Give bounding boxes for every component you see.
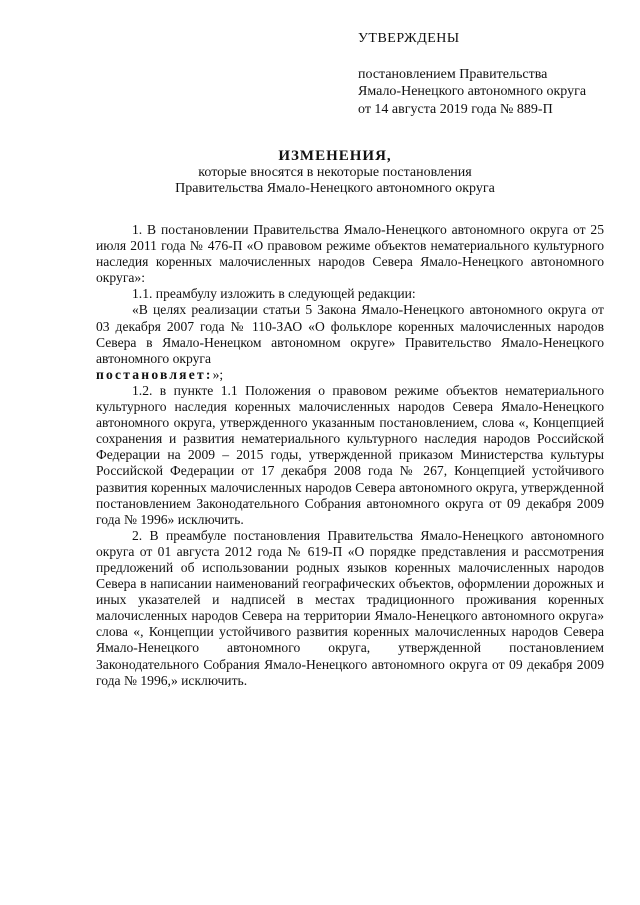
paragraph-2: 2. В преамбуле постановления Правительства Ямало-Ненецкого автономного округа от 01 августа 2012 года № 619-П «О порядке представления и рассмотрения предложений об использовании родных языков коренных малочисленных народов Севера в написании наименований географических объектов, оформлении дорожных и иных указателей и надписей в местах традиционного проживания коренных малочисленных народов Севера на территории Ямало-Ненецкого автономного округа» слова «, Концепции устойчивого развития коренных малочисленных народов Севера Ямало-Ненецкого автономного округа, утвержденной постановлением Законодательного Собрания Ямало-Ненецкого автономного округа от 09 декабря 2009 года № 1996,» исключить. bbox=[96, 527, 604, 688]
document-heading bbox=[90, 148, 580, 197]
decree-line bbox=[96, 367, 604, 383]
paragraph-1-2: 1.2. в пункте 1.1 Положения о правовом режиме объектов нематериального культурного наследия коренных малочисленных народов Севера Ямало-Ненецкого автономного округа, утвержденного указанным постановлением, слова «, Концепцией сохранения и развития нематериального культурного наследия народов Российской Федерации на 2009 – 2015 годы, утвержденной приказом Министерства культуры Российской Федерации от 17 декабря 2008 года № 267, Концепцией устойчивого развития коренных малочисленных народов Севера автономного округа, утвержденной постановлением Законодательного Собрания автономного округа от 09 декабря 2009 года № 1996» исключить. bbox=[96, 382, 604, 527]
approval-line-1: постановлением Правительства bbox=[358, 66, 548, 82]
document-subtitle-1: которые вносятся в некоторые постановления bbox=[198, 165, 472, 180]
document-body bbox=[96, 222, 604, 689]
decree-tail: »; bbox=[212, 366, 224, 382]
decree-word: постановляет: bbox=[96, 366, 213, 382]
approval-line-3: от 14 августа 2019 года № 889-П bbox=[358, 101, 553, 117]
approval-stamp bbox=[358, 30, 608, 118]
paragraph-1: 1. В постановлении Правительства Ямало-Ненецкого автономного округа от 25 июля 2011 года № 476-П «О правовом режиме объектов нематериального культурного наследия коренных малочисленных народов Севера Ямало-Ненецкого автономного округа»: bbox=[96, 222, 604, 286]
document-title: ИЗМЕНЕНИЯ, bbox=[278, 148, 392, 164]
document-subtitle-2: Правительства Ямало-Ненецкого автономного округа bbox=[175, 181, 495, 196]
approved-label: УТВЕРЖДЕНЫ bbox=[358, 31, 460, 46]
paragraph-1-1-quote: «В целях реализации статьи 5 Закона Ямало-Ненецкого автономного округа от 03 декабря 2007 года № 110-ЗАО «О фольклоре коренных малочисленных народов Севера в Ямало-Ненецком автономном округе» Правительство Ямало-Ненецкого автономного округа bbox=[96, 302, 604, 366]
approval-line-2: Ямало-Ненецкого автономного округа bbox=[358, 84, 587, 99]
paragraph-1-1: 1.1. преамбулу изложить в следующей редакции: bbox=[132, 286, 416, 302]
